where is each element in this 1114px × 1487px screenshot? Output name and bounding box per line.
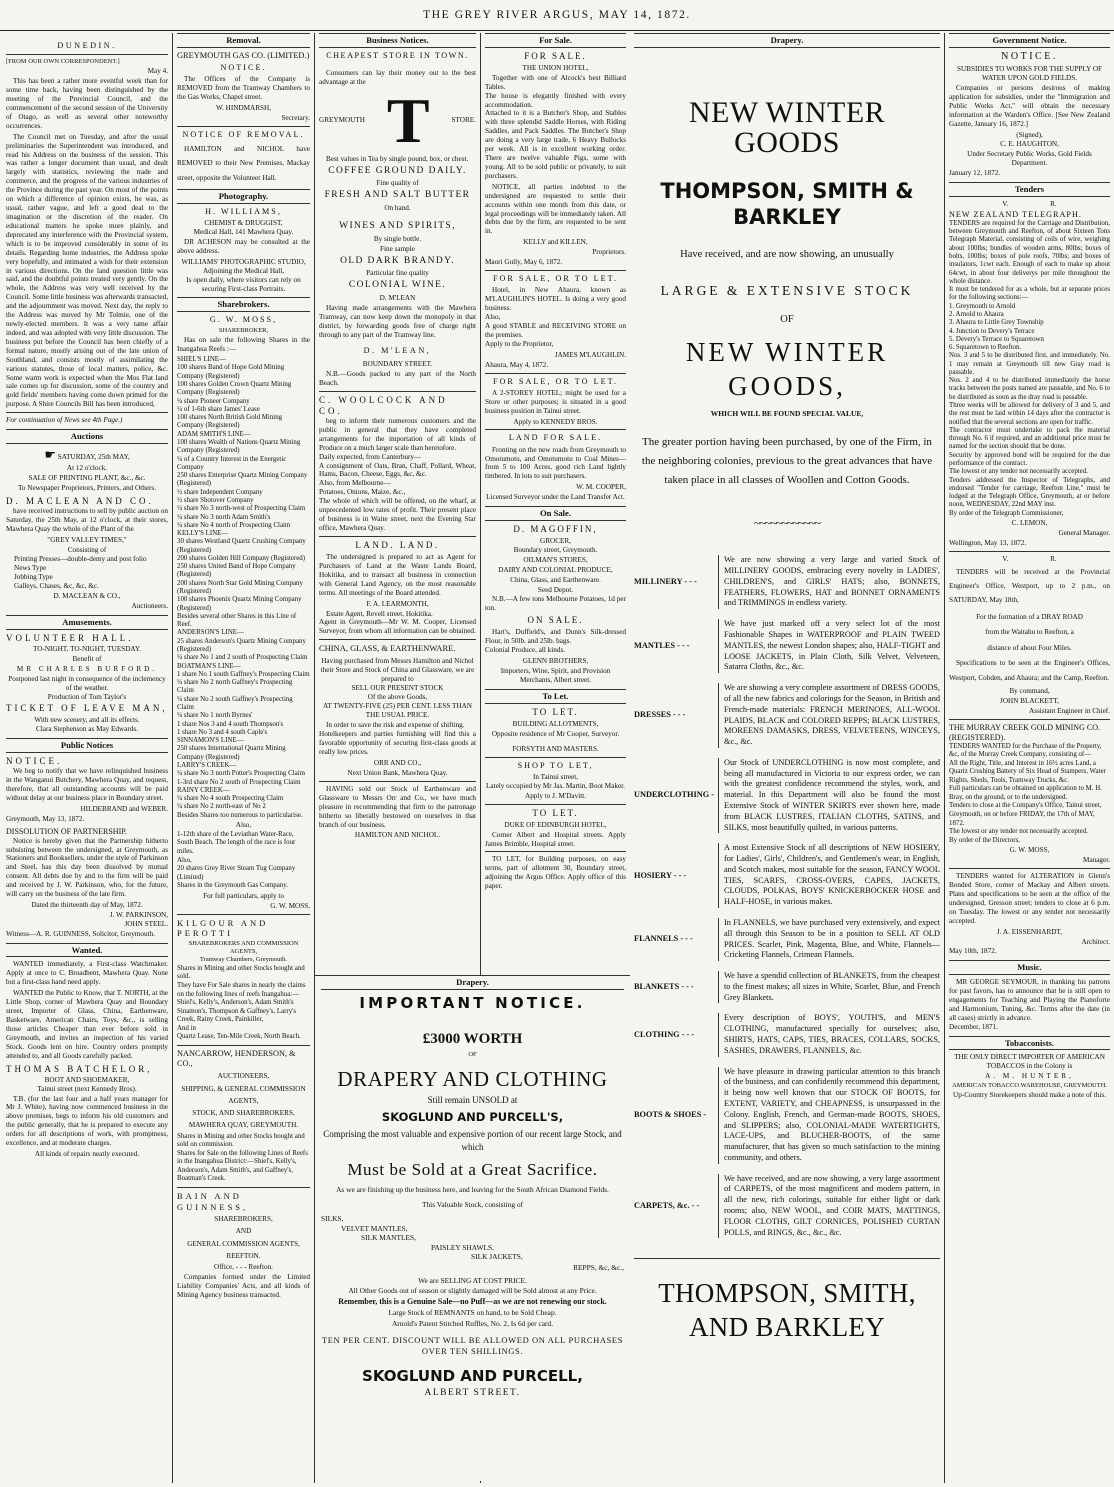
- dunedin-p2: The Council met on Tuesday, and after the usual preliminaries the Superintendent was introduced, and read his Address on the business of the session. This was rather a longer document than usual, and dealt largely with statistics, reviewing the trade and commerce, and the progress of the various industries of the Province during the past year. On most of the points on which a difference of opinion exists, he was, as usual, rather vague, and left a good deal to the imagination or the discretion of the reader. On educational matters he spoke more plainly, and deprecated any interference with the Provincial system, which is to be improved considerably in some of its details. Regarding home industries, the Address spoke very hopefully, and intimated a wish for their extension in various directions. On the land question little was said, and the doubtful points treated very gently. On the whole, the Address was very well received by the Council. Some little business was afterwards transacted, and the adjournment was moved. Next day, the reply to the Address was moved by Mr Tolmie, one of the newly-elected members. It was a very tame affair indeed, and was adopted with very little discussion. The business put before the Council has been chiefly of a formal nature, mostly arising out of the late union of Southland, and consists mostly of assimilating the various statutes, those of local matters, police, &c. Some warm work is expected when the Mos Flat land sale comes up for discussion, some of the country and gold fields' members having come down primed for the purpose. A Shire Councils Bill has been introduced,: [6, 132, 168, 409]
- dray: For the formation of a DRAY ROAD: [976, 612, 1083, 621]
- onsale-head: ON SALE.: [527, 615, 584, 626]
- tobacco-header: Tobacconists.: [949, 1036, 1110, 1051]
- woolcock-head: C. WOOLCOCK AND CO.: [319, 394, 448, 416]
- maclean-sig2: Auctioneers.: [131, 602, 168, 611]
- removal-header: Removal.: [177, 33, 310, 48]
- union-notice: NOTICE, all parties indebted to the undersigned are requested to settle their accounts within one month from this date, or legal proceedings will be immediately taken. All debts due by the firm, are requested to be sent in.: [485, 182, 626, 236]
- china-pct: AT TWENTY-FIVE (25) PER CENT. LESS THAN THE USUAL PRICE.: [323, 702, 472, 720]
- studio: WILLIAMS' PHOTOGRAPHIC STUDIO, Adjoining the Medical Hall, Is open daily, where visitors can rely on securing First-class Portraits.: [181, 257, 306, 293]
- amusements-header: Amusements.: [6, 615, 168, 630]
- department-row: [634, 683, 940, 748]
- volunteer-head: VOLUNTEER HALL.: [6, 632, 134, 643]
- still-unsold: Still remain UNSOLD at: [427, 1094, 518, 1105]
- clara: Clara Stephenson as May Edwards.: [35, 725, 138, 734]
- cooper: W. M. COOPER,: [576, 483, 626, 492]
- department-text: Every description of BOYS', YOUTH'S, and MEN'S CLOTHING, manufactured specially for ourselves; also, SHIRTS, HATS, CAPS, TIES, BRACES, COLLARS, SOCKS, SASHES, DRAWERS, FLANNELS, &c.: [718, 1013, 940, 1056]
- silks: SILKS,: [321, 1213, 344, 1223]
- department-row: [634, 1067, 940, 1164]
- learmonth: F. A. LEARMONTH,: [366, 599, 429, 608]
- maclean-body: have received instructions to sell by public auction on Saturday, the 25th May, at 12 o'clock, at their stores, Mawhera Quay the whole of the Plant of the: [6, 506, 168, 533]
- duke-body: Corner Albert and Hospital streets. Apply James Brimble, Hospital street.: [485, 830, 626, 848]
- royal-crest-icon: V. R.: [1002, 199, 1057, 208]
- mlean: D. M'LEAN: [379, 294, 416, 303]
- cheapest-body: Consumers can lay their money out to the best advantage at the: [319, 68, 476, 86]
- wines: WINES AND SPIRITS,: [339, 220, 456, 231]
- velvet: VELVET MANTLES,: [341, 1223, 408, 1233]
- tolet-head: TO LET.: [532, 706, 579, 717]
- masthead: THE GREY RIVER ARGUS, MAY 14, 1872.: [0, 0, 1114, 31]
- gas-sig: W. HINDMARSH,: [215, 104, 272, 113]
- wanted2: WANTED the Public to Know, that T. NORTH, at the Little Shop, corner of Mawhera Quay and Boundary street, Importer of Glass, China, Earthenware, Basketware, American Chairs, Toys, &c., is selling those articles Cheaper than ever before sold in Greymouth, and invites an inspection of his varied Stock. Goods lent on hire. Country orders promptly attended to, and all Goods carefully packed.: [6, 989, 168, 1060]
- department-text: We have a spendid collection of BLANKETS, from the cheapest to the finest makes; all sizes in White, Scarlet, Blue, and French Grey Blankets.: [718, 971, 940, 1003]
- land-body: The undersigned is prepared to act as Agent for Purchasers of Land at the Waste Lands Board, Hokitika, and to transact all business in connection with General Land Agency, on the most reasonable terms. All meetings of the Board attended.: [319, 553, 476, 597]
- column-government: [944, 33, 1114, 1483]
- kelly-sub: Proprietors.: [592, 248, 626, 257]
- scenery: With new scenery, and all its effects.: [34, 715, 140, 724]
- large-stock: LARGE & EXTENSIVE STOCK: [660, 282, 914, 298]
- magoffin-sub: GROCER, Boundary street, Greymouth.: [513, 536, 598, 554]
- remember: Remember, this is a Genuine Sale—no Puff—as we are not renewing our stock.: [338, 1296, 607, 1306]
- removal-body: HAMILTON and NICHOL have REMOVED to their New Premises, Mackay street, opposite the Volunteer Hall.: [177, 145, 310, 182]
- notice1-date: Greymouth, May 13, 1872.: [6, 814, 85, 823]
- big-t-letter: T: [386, 84, 430, 156]
- eissenhardt: J. A. EISSENHARDT,: [996, 927, 1063, 936]
- notice1-head: NOTICE.: [6, 756, 63, 766]
- maori-date: Maori Gully, May 6, 1872.: [485, 258, 563, 267]
- valuable: This Valuable Stock, consisting of: [421, 1200, 524, 1210]
- store-label: STORE.: [451, 116, 476, 125]
- greater-portion: The greater portion having been purchased, by one of the Firm, in the neighboring colonies, previous to the great advances that have taken place in all classes of Woollen and Cotton Goods.: [641, 435, 933, 487]
- haughton-sub: Under Secretary Public Works, Gold Fields Department.: [967, 150, 1092, 168]
- glenn: GLENN BROTHERS,: [522, 657, 589, 666]
- nb-seed: N.B.—A few tons Melbourne Potatoes, 1d per ton.: [485, 595, 626, 613]
- mclaughlin: JAMES M'LAUGHLIN.: [554, 350, 626, 359]
- china-body: Having purchased from Messrs Hamilton and Nichol their Store and Stock of China and Glassware, we are prepared to SELL OUR PRESENT STOCK Of the above Goods,: [320, 656, 475, 701]
- have-received: Have received, and are now showing, an unusually: [680, 248, 894, 260]
- seed: Seed Depot.: [537, 585, 574, 594]
- allot: BUILDING ALLOTMENTS,: [512, 719, 599, 728]
- landsale-body: Fronting on the new roads from Greymouth to Omotumotu, and Omotumotu to Coal Mines—from 5 to 100 Acres, good rich Land lightly timbered. In lots to suit purchasers.: [485, 445, 626, 481]
- dunedin-continuation: For continuation of News see 4th Page.): [6, 416, 123, 425]
- davitt: Apply to J. M'Davitt.: [525, 791, 586, 800]
- department-text: We are showing a very complete assortment of DRESS GOODS, of all the new fabrics and colorings for the Season, in British and French-made materials: FRENCH MERINOES, ALL-WOOL PLAIDS, BLACK and COLORED REPPS; BLACK LUSTRES, MOREENS DAMASKS, DRESS, VELVETEENS, WINCEYS, &c., &c.: [718, 683, 940, 748]
- forsyth: FORSYTH AND MASTERS.: [512, 744, 599, 753]
- blackett: JOHN BLACKETT,: [1000, 696, 1059, 705]
- glenn-sub: Importers, Wine, Spirit, and Provision Merchants, Albert street.: [500, 667, 611, 685]
- murray-head: THE MURRAY CREEK GOLD MINING CO. (REGISTERED).: [949, 722, 1100, 742]
- forsale-let2: FOR SALE, OR TO LET.: [492, 376, 619, 386]
- butter: FRESH AND SALT BUTTER: [324, 190, 471, 201]
- orr-addr: Next Union Bank, Mawhera Quay.: [347, 768, 448, 777]
- boundary: BOUNDARY STREET.: [362, 359, 433, 368]
- finishing: As we are finishing up the business here, and leaving for the South African Diamond Fields.: [336, 1184, 609, 1194]
- dissolution-body: Notice is hereby given that the Partnership hitherto subsisting between the undersigned, at Greymouth, as Stationers and Booksellers, under the style of Parkinson and Steel, has this day been dissolved by mutual consent. All debts due by and to the firm will be paid and received by J. W. Parkinson, who, for the future, will carry on the business of the late firm.: [6, 836, 168, 899]
- ahaura-body: Hotel, in New Ahaura, known as M'LAUGHLIN'S HOTEL. Is doing a very good business. Also, A good STABLE and RECEIVING STORE on the premises. Apply to the Proprietor,: [485, 286, 626, 348]
- gas-head: GREYMOUTH GAS CO. (LIMITED.): [177, 50, 310, 60]
- williams-sub: CHEMIST & DRUGGIST, Medical Hall, 141 Mawhera Quay.: [193, 219, 294, 236]
- tolet2-head: TO LET.: [532, 807, 579, 818]
- orr: ORR AND CO.,: [373, 759, 422, 767]
- shop-head: SHOP TO LET,: [517, 760, 594, 770]
- moss-intro: Has on sale the following Shares in the Inangahua Reefs :—: [177, 336, 310, 354]
- from: from the Waitahu to Reefton, a: [985, 628, 1074, 637]
- department-text: In FLANNELS, we have purchased very extensively, and expect all through this Season to be in a position to SELL AT OLD PRICES. Scarlet, Pink, Magenta, Blue, and White, Flannels—Cricketing Flannels, Crimean Flannels.: [718, 918, 940, 961]
- notice1-body: We beg to notify that we have relinquished business in the Wanganui Butchery, Mawhera Quay, and request, therefore, that all outstanding accounts will be paid without delay at our business place in Boundary street.: [6, 767, 168, 802]
- shares-full: For full particulars, apply to: [203, 891, 284, 900]
- mlean-head: D. M'LEAN,: [363, 345, 432, 355]
- forsale-let: FOR SALE, OR TO LET.: [492, 274, 619, 284]
- ticket: TICKET OF LEAVE MAN,: [6, 703, 168, 714]
- forsale-head: FOR SALE.: [524, 50, 587, 61]
- landsale-head: LAND FOR SALE.: [508, 433, 603, 443]
- alter-date: May 10th, 1872.: [949, 947, 997, 956]
- oilman: OILMAN'S STORES,: [523, 555, 588, 564]
- tenders-header: Tenders: [949, 182, 1110, 197]
- department-label: UNDERCLOTHING -: [634, 790, 714, 800]
- drapery-header: Drapery.: [634, 33, 940, 48]
- remnants: Large Stock of REMNANTS on hand, to be Sold Cheap.: [388, 1308, 557, 1318]
- center-drapery-header: Drapery.: [321, 976, 624, 990]
- dunedin-p1: This has been a rather more eventful week than for some time back, having been distinguished by the meeting of the Provincial Council, and the commencement of the second session of the University of Otago, as well as several other noteworthy occurrences.: [6, 77, 168, 130]
- nancarrow-sub: AUCTIONEERS, SHIPPING, & GENERAL COMMISSION AGENTS, STOCK, AND SHAREBROKERS, MAWHERA QUAY, GREYMOUTH.: [181, 1072, 306, 1130]
- vr-crest-2: [949, 555, 1110, 564]
- wanted-header: Wanted.: [6, 943, 168, 958]
- other-goods: All Other Goods out of season or slightly damaged will be Sold almost at any Price.: [348, 1286, 597, 1296]
- shares-list: SHIEL'S LINE— 100 shares Band of Hope Gold Mining Company (Registered) 100 shares Golden Crown Quartz Mining Company (Registered) ¼ share Pioneer Company ¼ of 1-6th share James' Lease 100 shares North British Gold Mining Company (Registered) ADAM SMITH'S LINE— 100 shares Wealth of Nations Quartz Mining Company (Registered) ¼ of a Country Interest in the Energetic Company 250 shares Enterprise Quartz Mining Company (Registered) ½ share Independent Company ½ share Shotover Company ¼ share No 3 north-west of Prospecting Claim ¼ share No 3 north Adam Smith's ¼ share No 4 north of Prospecting Claim KELLY'S LINE— 30 shares Westland Quartz Crushing Company (Registered) 200 shares Golden Hill Company (Registered) 250 shares United Band of Hope Company (Registered) 200 shares North Star Gold Mining Company (Registered) 100 shares Phoenix Quartz Mining Company (Registered) Besides several other Shares in this Line of Reef. ANDERSON'S LINE— 25 shares Anderson's Quartz Mining Company (Registered) ¼ share No 1 and 2 south of Prospecting Claim BOATMAN'S LINE— 1 share No 1 south Gaffney's Prospecting Claim ¼ share No 2 north Gaffney's Prospecting Claim ¼ share No 2 south Gaffney's Prospecting Claim ¼ share No 1 north Byrnes' 1 share Nos 3 and 4 south Thompson's 1 share No 3 and 4 south Caple's SINNAMON'S LINE— 250 shares International Quartz Mining Company (Registered) LARRY'S CREEK— ¼ share No 3 north Potter's Prospecting Claim 1-3rd share No 2 south of Prospecting Claim RAINY CREEK— ¼ share No 4 south Prospecting Claim ¼ share No 2 north-east of No 2 Besides Shares too numerous to particularise.: [177, 356, 310, 819]
- department-text: A most Extensive Stock of all descriptions of NEW HOSIERY, for Ladies', Girls', Children's, and Gentlemen's wear, in English, and Scotch makes, most suitable for the season, FANCY WOOL TIES, SCARFS, CROSS-OVERS, CAPES, JACKETS, CLOUDS, POLKAS, BOYS' KNICKERBOCKER HOSE and HALF-HOSE, in various makes.: [718, 843, 940, 908]
- albert-street: ALBERT STREET.: [424, 1388, 521, 1399]
- maclean-times: "GREY VALLEY TIMES,": [47, 535, 127, 544]
- signed: (Signed),: [1016, 130, 1043, 139]
- having-body: HAVING sold our Stock of Earthenware and Glassware to Messrs Orr and Co., we have much pleasure in recommending that firm to the patronage hitherto so liberally bestowed on ourselves in that branch of our business.: [319, 784, 476, 829]
- tenders2-body: TENDERS will be received at the Provincial Engineer's Office, Westport, up to 2 p.m., on SATURDAY, May 18th,: [949, 567, 1110, 605]
- department-row: [634, 555, 940, 609]
- acheson: DR ACHESON may be consulted at the above address.: [177, 237, 310, 255]
- shares-extra: 1-12th share of the Leviathan Water-Race, South Beach. The length of the race is four miles. Also, 20 shares Grey River Steam Tug Company (Limited) Shares in the Greymouth Gas Company.: [177, 830, 296, 890]
- comprising: Comprising the most valuable and expensive portion of our recent large Stock, and which: [323, 1128, 622, 1153]
- woolcock-body: beg to inform their numerous customers and the public in general that they have completed arrangements for the importation of all kinds of Produce on a much larger scale than heretofore. Daily expected, from Canterbury— A consignment of Oats, Bran, Chaff, Pollard, Wheat, Hams, Bacon, Cheese, Eggs, &c, &c. Also, from Melbourne— Potatoes, Onions, Maize, &c., The whole of which will be offered, on the wharf, at unprecedented low rates of profit. Their present place of business is in Waite street, next the Evening Star office, Mawhera Quay.: [319, 416, 476, 532]
- department-row: [634, 619, 940, 673]
- distance: distance of about Four Miles.: [987, 643, 1072, 652]
- tolet-header: To Let.: [485, 689, 626, 704]
- murray-moss: G. W. MOSS,: [1009, 846, 1050, 855]
- on-hand: On hand.: [384, 204, 411, 213]
- nancarrow-body: Shares in Mining and other Stocks bought and sold on commission. Shares for Sale on the following Lines of Reefs in the Inangahua District:—Shiel's, Kelly's, Anderson's, Adam Smith's, and Gaffney's, Boatman's Creek.: [177, 1132, 308, 1183]
- lemon: C. LEMON,: [1011, 518, 1048, 527]
- postponed: Postponed last night in consequence of the inclemency of the weather.: [8, 674, 166, 692]
- of-line: OF: [780, 314, 794, 326]
- auction-sale: SALE OF PRINTING PLANT, &c., &c.: [28, 473, 146, 482]
- department-row: [634, 918, 940, 961]
- china-head: CHINA, GLASS, & EARTHENWARE.: [319, 643, 456, 654]
- department-row: [634, 971, 940, 1003]
- store-row: [319, 84, 476, 156]
- murray-body: TENDERS WANTED for the Purchase of the Property, &c, of the Murray Creek Company, consisting of— All the Right, Title, and Interest in 16½ acres Land, a Quartz Crushing Battery of Six Head of Stampers, Water Rights, Sheds, Tools, Tramway Trucks, &c. Full particulars can be obtained on application to M. H. Bray, on the ground, or to the undersigned. Tenders to close at the Company's Office, Tainui street, Greymouth, on or before FRIDAY, the 17th of MAY, 1872. The lowest or any tender not necessarily accepted. By order of the Directors,: [949, 742, 1106, 844]
- moss-sub: SHAREBROKER,: [218, 327, 269, 335]
- specs: Specifications to be seen at the Engineer's Offices, Westport, Cobden, and Ahaura; and the Camp, Reefton.: [949, 659, 1110, 682]
- must-be-sold: Must be Sold at a Great Sacrifice.: [347, 1159, 598, 1179]
- pointing-hand-icon: ☛: [44, 446, 56, 462]
- volunteer-tonight: TO-NIGHT, TO-NIGHT, TUESDAY.: [32, 644, 141, 653]
- fine-sample: Fine sample: [380, 244, 415, 253]
- government-header: Government Notice.: [949, 33, 1110, 48]
- bain-sub: SHAREBROKERS, AND GENERAL COMMISSION AGENTS, REEFTON.: [187, 1215, 300, 1260]
- maclean-head: D. MACLEAN AND CO.: [6, 495, 154, 506]
- wanted1: WANTED immediately, a First-class Watchmaker. Apply at once to C. Broadbent, Mawhera Quay. None but a first-class hand need apply.: [6, 960, 168, 987]
- single-bottle: By single bottle.: [373, 234, 422, 243]
- department-text: We have just marked off a very select lot of the most Fashionable Shapes in WATERPROOF and PLAIN TWEED MANTLES, the newest London shapes; also, HALF-TIGHT and LOOSE JACKETS, in Plain Cloth, Silk Velvet, Velveteen, Satarra Cloths, &c., &c.: [718, 619, 940, 673]
- telegraph-head: NEW ZEALAND TELEGRAPH.: [949, 209, 1082, 219]
- new-winter-goods-title: NEW WINTER GOODS: [688, 95, 886, 159]
- coffee: COFFEE GROUND DAILY.: [328, 165, 467, 176]
- ornament-divider: ~~~~~~~~~~~~: [754, 516, 820, 531]
- repps: REPPS, &c, &c.,: [573, 1263, 624, 1272]
- gas-body: The Offices of the Company is REMOVED from the Tramway Chambers to the Gas Works, Chapel street.: [177, 75, 310, 102]
- notice1-sig: HILDEBRAND and WEBER.: [80, 804, 168, 813]
- subsidies: SUBSIDIES TO WORKS FOR THE SUPPLY OF WATER UPON GOLD FIELDS.: [956, 65, 1103, 82]
- burford: MR CHARLES BURFORD.: [16, 664, 158, 673]
- kilgour-body: Shares in Mining and other Stocks bought and sold. They have For Sale shares in nearly the claims on the following lines of reefs Inangahua:— Shiel's, Kelly's, Anderson's, Adam Smith's Sinamon's, Thompson & Gaffney's, Larry's Creek, Rainy Creek, Painkiller, And in Quartz Lease, Ten-Mile Creek, North Beach.: [177, 964, 306, 1041]
- department-label: CLOTHING - - -: [634, 1029, 695, 1039]
- hamilton: HAMILTON AND NICHOL.: [354, 831, 441, 840]
- cost-price: We are SELLING AT COST PRICE.: [418, 1275, 527, 1285]
- dissolution-head: DISSOLUTION OF PARTNERSHIP.: [6, 826, 127, 836]
- shop-body: In Tainui street, Lately occupied by Mr Jas. Martin, Boot Maker.: [486, 772, 625, 790]
- mlean-body: Having made arrangements with the Mawhera Tramway, can now keep down the monopoly in that district, by forwarding goods free of charge right through to any part of the Tramway line.: [319, 303, 476, 339]
- auction-to: To Newspaper Proprietors, Printers, and Others.: [17, 483, 157, 492]
- allot-sub: Opposite residence of Mr Cooper, Surveyor.: [491, 729, 620, 738]
- auction-time: At 12 o'clock.: [66, 463, 108, 472]
- music-body: MR GEORGE SEYMOUR, in thanking his patrons for past favors, has to announce that he is still open to engagements for Teaching and Playing the Pianoforte and Harmonium, Tuning, &c. Terms after the date (in all cases) strictly in advance. December, 1871.: [949, 978, 1110, 1031]
- best-values: Best values in Tea by single pound, box, or chest.: [326, 154, 469, 163]
- department-text: Our Stock of UNDERCLOTHING is now most complete, and being all manufactured in Victoria to our express order, we can with the greatest confidence recommend the styles, work, and material. In this Department will also be found the most Extensive Stock of WINTER SKIRTS ever shown here, made from BLACK LUSTRES, ITALIAN CLOTHS, SATINS, and SILKS, most beautifully quilted, in various patterns.: [718, 758, 940, 833]
- sharebrokers-header: Sharebrokers.: [177, 297, 310, 312]
- maclean-consisting: Consisting of: [67, 545, 107, 554]
- column-dunedin: [2, 33, 172, 1483]
- department-label: BLANKETS - - -: [634, 982, 694, 992]
- column-removal: [172, 33, 314, 1483]
- benefit: Benefit of: [72, 654, 102, 663]
- department-label: CARPETS, &c. - -: [634, 1200, 700, 1210]
- dunedin-date: May 4.: [147, 67, 168, 76]
- jackets: SILK JACKETS,: [471, 1252, 523, 1262]
- shares-also: Also,: [235, 820, 252, 829]
- moss-head: G. W. MOSS,: [209, 315, 278, 325]
- discount: TEN PER CENT. DISCOUNT WILL BE ALLOWED ON ALL PURCHASES OVER TEN SHILLINGS.: [321, 1334, 624, 1356]
- column-thompson-smith-barkley: [630, 33, 944, 1483]
- haughton: C. E. HAUGHTON,: [1000, 140, 1059, 149]
- greymouth-label: GREYMOUTH: [319, 116, 365, 125]
- onsale-body: Hart's, Duffield's, and Dunn's Silk-dressed Flour, in 50lb. and 25lb. bags. Colonial Produce, all kinds.: [485, 628, 626, 655]
- department-label: BOOTS & SHOES -: [634, 1109, 707, 1119]
- silk-mantles: SILK MANTLES,: [361, 1233, 417, 1243]
- eissenhardt-sub: Architect.: [1081, 937, 1110, 946]
- murray-moss-sub: Manager.: [1083, 856, 1110, 865]
- storekeepers: Up-Country Storekeepers should make a note of this.: [953, 1091, 1106, 1100]
- dissolution-witness: Witness—A. R. GUINNESS, Solicitor, Greymouth.: [6, 929, 155, 938]
- magoffin-head: D. MAGOFFIN,: [513, 523, 598, 534]
- duke: DUKE OF EDINBURGH HOTEL,: [504, 820, 607, 829]
- blackett-sub: Assistant Engineer in Chief.: [1028, 706, 1110, 715]
- onsale-header: On Sale.: [485, 506, 626, 521]
- china-line: China, Glass, and Earthenware.: [510, 575, 601, 584]
- shares-sig: G. W. MOSS,: [270, 901, 310, 910]
- nancarrow-head: NANCARROW, HENDERSON, & CO.,: [177, 1048, 296, 1069]
- auction-date: ☛ SATURDAY, 25th MAY,: [44, 446, 130, 462]
- gas-sig2: Secretary.: [281, 113, 310, 122]
- public-notices-header: Public Notices: [6, 738, 168, 753]
- drapery-clothing: DRAPERY AND CLOTHING: [337, 1066, 608, 1091]
- tolet-body: TO LET, for Building purposes, on easy terms, part of allotment 30, Boundary street, adjoining the Argus Office. Apply office of this paper.: [485, 855, 626, 891]
- business-header: Business Notices.: [319, 33, 476, 48]
- batchelor-body: T.B. (for the last four and a half years manager for Mr J. White), having now commenced business in the above premises, begs to inform his old customers and the public generally, that he is prepared to execute any orders for all descriptions of work, with promptness, excellence, and at moderate charges.: [6, 1094, 168, 1148]
- royal-crest-icon-2: V. R.: [1002, 554, 1057, 563]
- kennedy: Apply to KENNEDY BROS.: [513, 417, 598, 426]
- batchelor-sub: BOOT AND SHOEMAKER, Tainui street (next Kennedy Bros).: [37, 1075, 137, 1093]
- skoglund-name: SKOGLUND AND PURCELL'S,: [381, 1109, 564, 1124]
- maclean-list: Printing Presses—double-demy and post folio News Type Jobbing Type Galleys, Chases, &c, &c, &c.: [14, 555, 147, 591]
- union-body: Together with one of Alcock's best Billiard Tables. The house is elegantly finished with every accommodation. Attached to it is a Butcher's Shop, and Stables with three splendid Saddle Horses, with Riding Saddles, and Pack Saddles. The Butcher's Shop are doing a very large trade, 6 Heavy Bullocks per week. All is in excellent working order. There are twelve valuable Pigs, some with young. All to be sold public or privately, to suit purchasers.: [485, 73, 626, 180]
- lemon-date: Wellington, May 13, 1872.: [949, 538, 1027, 547]
- paisley: PAISLEY SHAWLS,: [431, 1242, 494, 1252]
- williams-head: H. WILLIAMS,: [205, 206, 282, 216]
- nb-goods: N.B.—Goods packed to any part of the North Beach.: [319, 369, 476, 387]
- kelly: KELLY and KILLEN,: [523, 238, 588, 247]
- bain-head: BAIN AND GUINNESS,: [177, 1191, 249, 1212]
- telegraph-body: TENDERS are required for the Carriage and Distribution, between Greymouth and Reefton, of about Sixteen Tons Telegraph Material, consisting of coils of wire, weighing about 100lbs; bundles of wooden arms, 80lbs; boxes of bolts, 100lbs; boxes of pole roofs, 70lbs; and boxes of insulators, 1cwt each. Enough of each to make up about 64cwt, in about four deliverys per mile throughout the whole distance. It must be tendered for as a whole, but at separate prices for the following sections:— 1. Greymouth to Arnold 2. Arnold to Ahaura 3. Ahaura to Little Grey Township 4. Junction to Devery's Terrace 5. Devery's Terrace to Squaretown 6. Squaretown to Reefton. Nos. 3 and 5 to be distributed first, and immediately. No. 1 may remain at Greymouth till new Gray road is passable. Nos. 2 and 4 to be distributed immediately the horse tracks between the posts named are passable, and No. 6 to be distributed as soon as the dray road is passable. Three weeks will be allowed for delivery of 3 and 5, and the rest must be laid within 14 days after the contractor is notified that the several sections are open for traffic. The contractor must undertake to pack the material through No. 6 if required, and an additional price must be named for the section should that be done. Security by approved bond will be required for the due performance of the contract. The lowest or any tender not necessarily accepted. Tenders addressed the Inspector of Telegraphs, and endorsed "Tender for carriage, Reefton Line," must be lodged at the Telegraph Office, Greymouth, at or before noon, WEDNESDAY, 22nd MAY inst. By order of the Telegraph Commissioner,: [949, 219, 1110, 517]
- department-label: MILLINERY - - -: [634, 577, 697, 587]
- gov-notice-head: NOTICE.: [1001, 50, 1058, 62]
- music-header: Music.: [949, 960, 1110, 975]
- batchelor-head: THOMAS BATCHELOR,: [6, 1063, 153, 1074]
- colonial-wine: COLONIAL WINE.: [348, 280, 447, 291]
- command: By command,: [1009, 686, 1050, 695]
- new-winter-goods-2: NEW WINTER GOODS,: [685, 337, 889, 401]
- production: Production of Tom Taylor's: [47, 693, 127, 702]
- auctions-header: Auctions: [6, 429, 168, 444]
- gov-body: Companies or persons desirous of making application for subsidies, under the "Immigration and Public Works Act," will obtain the necessary information at the Warden's Office. [See New Zealand Gazette, January 16, 1872.]: [949, 83, 1110, 128]
- fine-quality: Fine quality of: [376, 179, 419, 188]
- department-text: We are now showing a very large and varied Stock of MILLINERY GOODS, embracing every novelty in LADIES', CHILDREN'S, and GIRLS' HATS; also, BONNETS, FEATHERS, FLOWERS, HAT and BONNET ORNAMENTS and TRIMMINGS in endless variety.: [718, 555, 940, 609]
- department-row: [634, 758, 940, 833]
- department-row: [634, 1013, 940, 1056]
- dissolution-sig: J. W. PARKINSON, JOHN STEEL.: [109, 910, 168, 928]
- worth: £3000 WORTH: [422, 1030, 523, 1047]
- kilgour-sub: SHAREBROKERS AND COMMISSION AGENTS, Tramway Chambers, Greymouth.: [188, 939, 299, 963]
- worth-of: OF: [468, 1051, 477, 1059]
- department-label: HOSIERY - - -: [634, 870, 687, 880]
- department-row: [634, 1174, 940, 1239]
- batchelor-end: All kinds of repairs neatly executed.: [34, 1150, 140, 1159]
- kilgour-head: KILGOUR AND PEROTTI: [177, 917, 269, 939]
- department-text: We have received, and are now showing, a very large assortment of CARPETS, of the most magnificent and modern pattern, in all the new, rich colorings, suitable for either light or dark rooms; also, NEW WOOL, and COIR MATS, MATTINGS, FLOOR CLOTHS, GILT CORNICES, POLISHED CURTAN POLLS, and RINGS, &c., &c., &c.: [718, 1174, 940, 1239]
- dissolution-date: Dated the thirteenth day of May, 1872.: [31, 901, 143, 910]
- alteration: TENDERS wanted for ALTERATION in Glenn's Bonded Store, corner of Mackay and Albert streets. Plans and specifications to be seen at the office of the undersigned, Gresson street; tenders to close at 6 p.m. on Tuesday. The lowest or any tender not necessarily accepted.: [949, 872, 1110, 925]
- arnold: Arnold's Patent Stitched Ruffles, No. 2, Is 6d per card.: [391, 1318, 554, 1328]
- dairy: DAIRY AND COLONIAL PRODUCE,: [498, 565, 613, 574]
- learmonth-body: Estate Agent, Revell street, Hokitika. Agent in Greymouth—Mr W. M. Cooper, Licensed Surveyor, from whom all information can be obtained.: [319, 609, 476, 636]
- vr-crest: [949, 200, 1110, 209]
- land-head: LAND. LAND.: [355, 539, 440, 550]
- important-notice: IMPORTANT NOTICE.: [359, 994, 586, 1013]
- maclean-sig: D. MACLEAN & CO.,: [53, 592, 121, 601]
- department-row: [634, 843, 940, 908]
- cooper-sub: Licensed Surveyor under the Land Transfer Act.: [486, 493, 625, 502]
- hunter: A. M. HUNTER,: [985, 1072, 1074, 1081]
- hunter-sub: AMERICAN TOBACCO WAREHOUSE, GREYMOUTH.: [951, 1082, 1108, 1089]
- ahaura-date: Ahaura, May 4, 1872.: [485, 360, 549, 369]
- bain-office: Office, - - - Reefton.: [214, 1263, 273, 1271]
- forsale-header: For Sale.: [485, 33, 626, 48]
- center-drapery-ad: [314, 975, 630, 1481]
- photography-header: Photography.: [177, 189, 310, 204]
- foot-skoglund: SKOGLUND AND PURCELL,: [362, 1366, 583, 1385]
- particular: Particular fine quality: [366, 269, 429, 278]
- storey-body: A 2-STOREY HOTEL; might be used for a Store or other purposes; is situated in a good business position in Tainui street.: [485, 388, 626, 415]
- gov-date: January 12, 1872.: [949, 169, 1001, 178]
- union-hotel: THE UNION HOTEL,: [522, 63, 589, 72]
- lemon-sub: General Manager.: [1058, 528, 1110, 537]
- cheapest-head: CHEAPEST STORE IN TOWN.: [326, 50, 469, 60]
- gas-notice: NOTICE.: [220, 63, 267, 73]
- department-label: DRESSES - - -: [634, 710, 686, 720]
- china-body2: In order to save the risk and expense of shifting. Hotelkeepers and parties furnishing will find this a favorable opportunity of securing first-class goods at really low prices.: [319, 721, 476, 757]
- tsb-footer: THOMPSON, SMITH, AND BARKLEY: [634, 1258, 940, 1344]
- dunedin-title: DUNEDIN.: [57, 41, 117, 50]
- department-label: FLANNELS - - -: [634, 934, 693, 944]
- removal-head: NOTICE OF REMOVAL.: [182, 129, 305, 139]
- dunedin-sub: [FROM OUR OWN CORRESPONDENT.]: [6, 58, 120, 66]
- department-text: We have pleasure in drawing particular attention to this branch of the business, and can confidently recommend this department, it being now well known that our STOCK OF BOOTS, for EXTENT, VARIETY, and CHEAPNESS, is unsurpassed in the Colony. English, French, and German-made BOOTS, SHOES, and SLIPPERS; also, COLONIAL-MADE WATERTIGHTS, LACE-UPS, and BLUCHER-BOOTS, of the same manufacturer, that has given so much satisfaction to the mining community, and others.: [718, 1067, 940, 1164]
- special-value: WHICH WILL BE FOUND SPECIAL VALUE,: [710, 409, 864, 419]
- tobacco-head: THE ONLY DIRECT IMPORTER OF AMERICAN TOBACCOS in the Colony is: [954, 1053, 1105, 1071]
- tsb-title: THOMPSON, SMITH & BARKLEY: [660, 178, 914, 229]
- department-label: MANTLES - - -: [634, 641, 690, 651]
- bain-body: Companies formed under the Limited Liability Companies' Acts, and all kinds of Mining Agency business transacted.: [177, 1272, 310, 1299]
- department-list: [634, 555, 940, 1238]
- brandy: OLD DARK BRANDY.: [340, 255, 455, 266]
